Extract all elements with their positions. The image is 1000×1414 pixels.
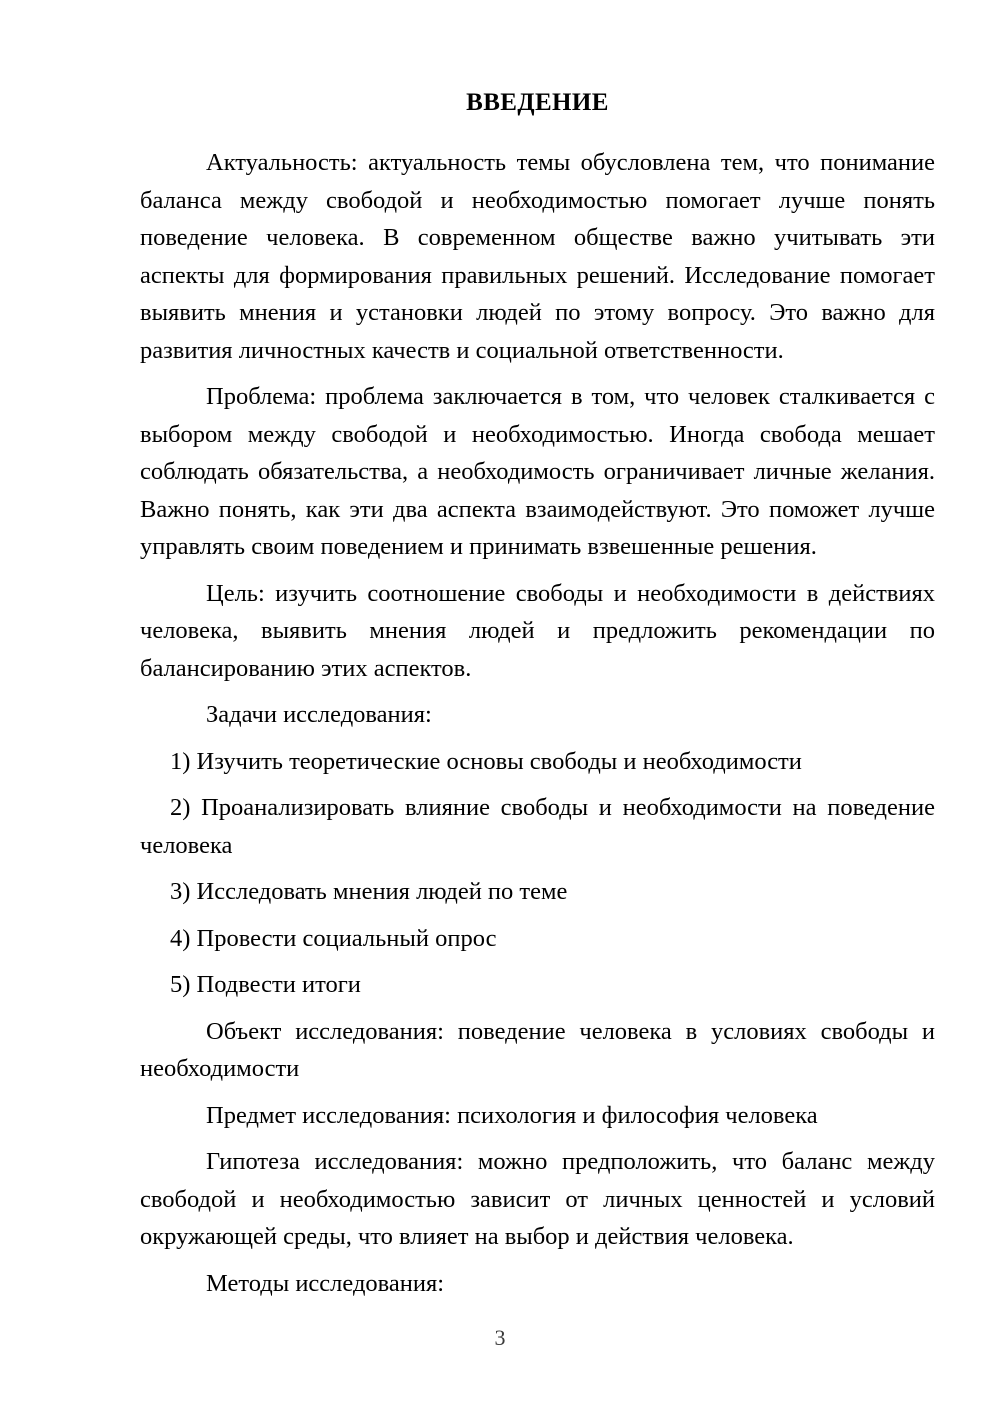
methods-heading: Методы исследования:: [206, 1269, 445, 1297]
list-item: 3) Исследовать мнения людей по теме: [170, 878, 568, 905]
list-item: 1) Изучить теоретические основы свободы и необходимости: [170, 747, 802, 775]
paragraph-object: Объект исследования: поведение человека в условиях свободы и необходимости: [140, 1017, 935, 1082]
page-number: 3: [494, 1325, 506, 1350]
list-item: 5) Подвести итоги: [170, 971, 361, 998]
tasks-list: [140, 743, 935, 1004]
paragraph-goal: Цель: изучить соотношение свободы и необходимости в действиях человека, выявить мнения людей и предложить рекомендации по балансированию этих аспектов.: [140, 579, 935, 682]
page-content: [140, 88, 935, 1302]
paragraph-problem: Проблема: проблема заключается в том, что человек сталкивается с выбором между свободой и необходимостью. Иногда свобода мешает соблюдать обязательства, а необходимость ограничивает личные желания. Важно понять, как эти два аспекта взаимодействуют. Это поможет лучше управлять своим поведением и принимать взвешенные решения.: [140, 383, 935, 560]
list-item: 4) Провести социальный опрос: [170, 924, 497, 952]
paragraph-hypothesis: Гипотеза исследования: можно предположить, что баланс между свободой и необходимостью зависит от личных ценностей и условий окружающей среды, что влияет на выбор и действия человека.: [140, 1148, 935, 1250]
tasks-heading: Задачи исследования:: [206, 701, 432, 728]
list-item: 2) Проанализировать влияние свободы и необходимости на поведение человека: [140, 794, 935, 859]
page-title: ВВЕДЕНИЕ: [466, 89, 609, 116]
paragraph-relevance: Актуальность: актуальность темы обусловлена тем, что понимание баланса между свободой и необходимостью помогает лучше понять поведение человека. В современном обществе важно учитывать эти аспекты для формирования правильных решений. Исследование помогает выявить мнения и установки людей по этому вопросу. Это важно для развития личностных качеств и социальной ответственности.: [140, 149, 935, 364]
paragraph-subject: Предмет исследования: психология и философия человека: [206, 1101, 818, 1129]
